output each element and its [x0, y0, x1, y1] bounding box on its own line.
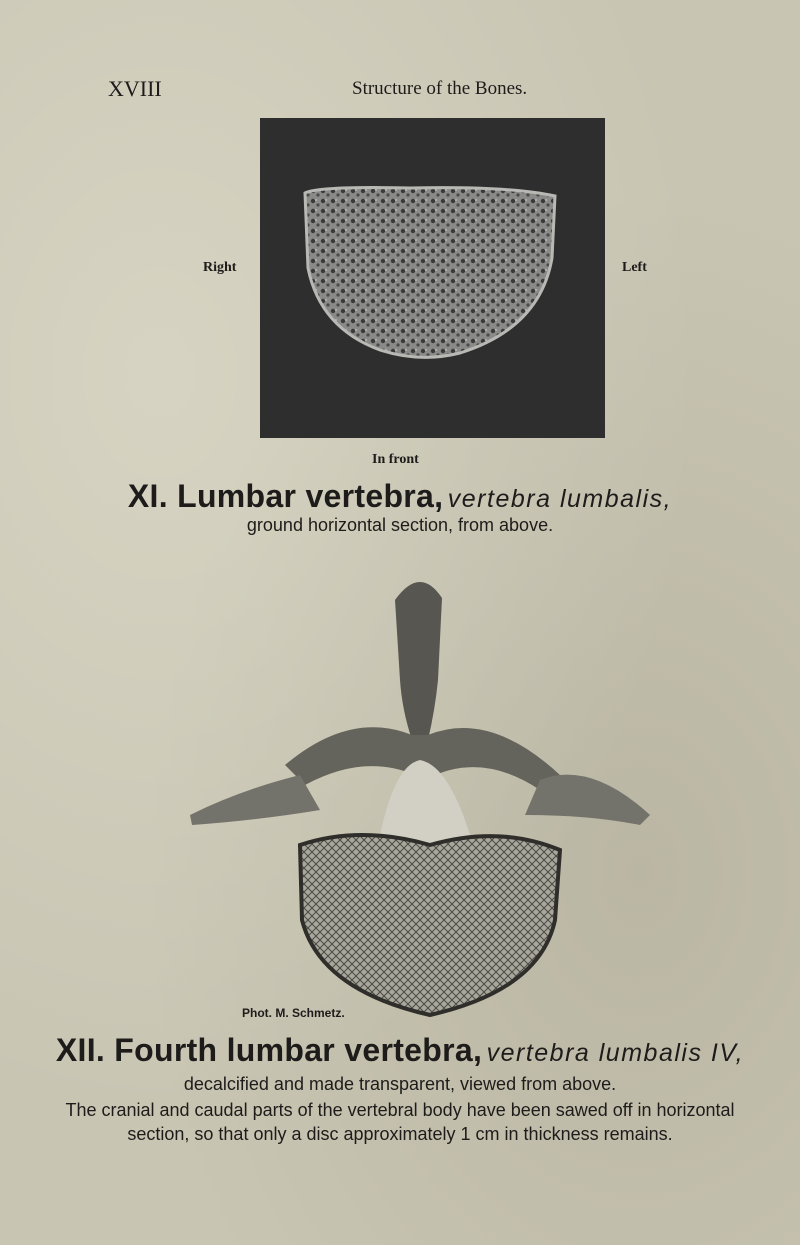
- figure-xii-line3: section, so that only a disc approximately 1 cm in thickness remains.: [127, 1124, 673, 1144]
- figure-xii-line2: The cranial and caudal parts of the vertebral body have been sawed off in horizontal: [65, 1100, 735, 1120]
- figure-xi-latin: vertebra lumbalis,: [447, 485, 673, 513]
- photo-credit: Phot. M. Schmetz.: [242, 1006, 345, 1020]
- running-title: Structure of the Bones.: [352, 78, 528, 99]
- figure-xii-caption: [0, 1032, 800, 1069]
- vertebra-section-photo: [260, 118, 605, 438]
- vertebra-image: [180, 560, 660, 1040]
- figure-xii-title: XII. Fourth lumbar vertebra,: [55, 1032, 483, 1068]
- figure-xi-caption: [0, 478, 800, 515]
- figure-xii-line1: decalcified and made transparent, viewed from above.: [183, 1074, 617, 1094]
- page-number: XVIII: [108, 76, 162, 101]
- figure-xi-title: XI. Lumbar vertebra,: [127, 478, 444, 514]
- vertebra-transparent-photo: [180, 560, 660, 1040]
- section-image: [260, 118, 605, 438]
- figure-xi-subtitle: ground horizontal section, from above.: [246, 515, 554, 535]
- label-in-front: In front: [372, 452, 419, 467]
- label-left: Left: [622, 260, 647, 275]
- figure-xii-latin: vertebra lumbalis IV,: [486, 1039, 745, 1067]
- label-right: Right: [203, 260, 237, 275]
